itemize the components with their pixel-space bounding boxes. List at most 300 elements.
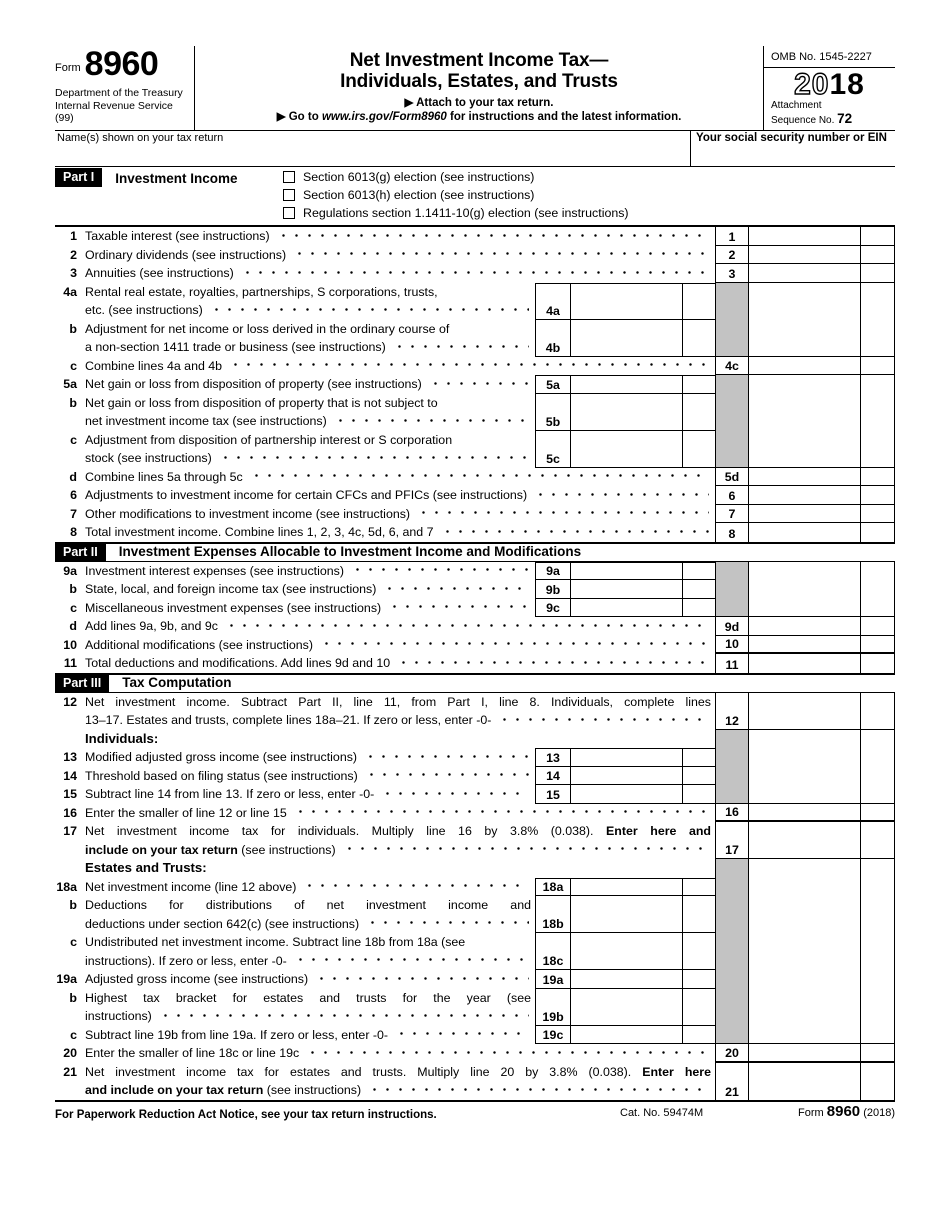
label-line [85,654,711,673]
inner-box-number: 9b [535,580,570,599]
dot-leader [366,915,529,934]
blank-cell [860,767,895,786]
line-row-18b [55,896,895,933]
line-3-cents-field[interactable] [860,264,895,283]
label-text: deductions under section 642(c) (see instructions) [85,916,360,931]
blank-cell [860,1026,895,1045]
label-text: Net investment income. Subtract Part II, line 11, from Part I, line 8. Individuals, complete lines [85,694,711,709]
label-text: Threshold based on filing status (see instructions) [85,768,358,783]
line-box-number: 10 [715,636,748,655]
line-13-cents-field[interactable] [682,748,715,767]
label-line [85,468,711,487]
label-text-wrap [85,654,390,673]
label-line [85,338,531,357]
line-label-6 [77,486,715,505]
goto-note [195,110,763,124]
label-text: Rental real estate, royalties, partnerships, S corporations, trusts, [85,284,438,299]
label-line [85,486,711,505]
dot-leader [534,486,709,505]
footer-form-id [798,1103,895,1120]
dot-leader [229,357,709,376]
line-5b-cents-field[interactable] [682,394,715,431]
sequence-label: Sequence No. [771,115,838,126]
line-row-4a [55,283,895,320]
line-row-7 [55,505,895,524]
goto-post: for instructions and the latest information. [446,111,682,123]
line-number: 16 [63,805,77,820]
line-19b-cents-field[interactable] [682,989,715,1026]
label-text: instructions) [85,1009,152,1023]
label-line [85,804,711,823]
label-line [85,301,531,320]
line-9a-amount-field[interactable] [570,562,682,581]
paperwork-notice: For Paperwork Reduction Act Notice, see your tax return instructions. [55,1108,437,1121]
label-line [85,989,531,1008]
line-5d-amount-field[interactable] [748,468,860,487]
line-20-amount-field[interactable] [748,1044,860,1063]
line-9c-amount-field[interactable] [570,599,682,618]
blank-cell [748,767,860,786]
line-9b-amount-field[interactable] [570,580,682,599]
line-9a-cents-field[interactable] [682,562,715,581]
line-15-cents-field[interactable] [682,785,715,804]
label-text-wrap [85,449,212,468]
label-text-wrap [85,580,376,599]
line-box-number: 21 [715,1063,748,1100]
line-8-amount-field[interactable] [748,523,860,542]
shaded-cell [715,562,748,581]
line-box-number: 7 [715,505,748,524]
label-text: Other modifications to investment income (see instructions) [85,506,411,521]
department-line1: Department of the Treasury [55,87,183,99]
part-i-title: Investment Income [115,171,238,186]
dot-leader [315,970,529,989]
label-text: Additional modifications (see instructions) [85,637,313,652]
line-number: 18a [56,879,77,894]
line-1-amount-field[interactable] [748,227,860,246]
label-text: 13–17. Estates and trusts, complete lines 18a–21. If zero or less, enter -0- [85,713,492,727]
section-6013h-checkbox[interactable] [283,189,295,201]
section-6013g-checkbox[interactable] [283,171,295,183]
dot-leader [320,636,709,655]
heading-label-estates-trusts-heading: Estates and Trusts: [85,860,207,875]
line-19b-amount-field[interactable] [570,989,682,1026]
shaded-cell [715,785,748,804]
label-line [85,1007,531,1026]
line-9d-amount-field[interactable] [748,617,860,636]
line-row-9a [55,562,895,581]
label-text: Miscellaneous investment expenses (see instructions) [85,600,382,615]
label-line [85,933,531,952]
line-17-cents-field[interactable] [860,822,895,859]
dot-leader [294,952,529,971]
line-4c-cents-field[interactable] [860,357,895,376]
label-text-wrap [85,841,336,860]
attach-note: ▶ Attach to your tax return. [404,97,554,109]
line-7-cents-field[interactable] [860,505,895,524]
dot-leader [219,449,529,468]
label-text-wrap [85,1081,361,1100]
form-number: 8960 [84,45,159,83]
line-5c-amount-field[interactable] [570,431,682,468]
line-4b-cents-field[interactable] [682,320,715,357]
line-9d-cents-field[interactable] [860,617,895,636]
label-line [85,1026,531,1045]
shaded-cell [715,748,748,767]
line-19c-cents-field[interactable] [682,1026,715,1045]
line-6-cents-field[interactable] [860,486,895,505]
election-row-section-6013g [283,168,895,186]
line-14-amount-field[interactable] [570,767,682,786]
line-5a-cents-field[interactable] [682,375,715,394]
blank-cell [860,748,895,767]
blank-cell [748,730,860,749]
line-number: c [70,1027,77,1042]
part-header-part-iii [55,673,895,693]
label-text: Adjustment for net income or loss derived in the ordinary course of [85,321,450,336]
line-4c-amount-field[interactable] [748,357,860,376]
label-text-wrap [85,1007,152,1026]
inner-box-number: 5a [535,375,570,394]
line-box-number: 4c [715,357,748,376]
line-19a-amount-field[interactable] [570,970,682,989]
blank-cell [860,878,895,897]
shaded-cell [715,375,748,394]
footer-form-year: (2018) [863,1106,895,1119]
line-15-amount-field[interactable] [570,785,682,804]
shaded-cell [715,896,748,933]
line-row-2 [55,246,895,265]
dot-leader [241,264,709,283]
line-18b-cents-field[interactable] [682,896,715,933]
line-label-7 [77,505,715,524]
blank-cell [748,394,860,431]
line-14-cents-field[interactable] [682,767,715,786]
line-17-amount-field[interactable] [748,822,860,859]
election-row-section-6013h [283,186,895,204]
line-row-11 [55,654,895,673]
line-9c-cents-field[interactable] [682,599,715,618]
label-line [85,767,531,786]
label-line [85,915,531,934]
label-text-wrap [85,246,286,265]
heading-row-individuals-heading [55,730,895,749]
line-row-6 [55,486,895,505]
shaded-cell [715,878,748,897]
blank-cell [748,283,860,320]
line-5a-amount-field[interactable] [570,375,682,394]
blank-cell [748,896,860,933]
line-21-cents-field[interactable] [860,1063,895,1100]
blank-cell [860,785,895,804]
line-21-amount-field[interactable] [748,1063,860,1100]
blank-cell [860,320,895,357]
line-label-9b [77,580,535,599]
line-18c-amount-field[interactable] [570,933,682,970]
label-text: Net investment income (line 12 above) [85,879,297,894]
form-title-line1: Net Investment Income Tax— [349,50,609,71]
ssn-cell[interactable] [690,131,895,166]
label-text: Enter here and [606,824,711,838]
line-row-17 [55,822,895,859]
line-18c-cents-field[interactable] [682,933,715,970]
label-text: Net investment income tax for estates and trusts. Multiply line 20 by 3.8% (0.038). [85,1064,643,1079]
label-text: etc. (see instructions) [85,303,203,317]
line-row-4b [55,320,895,357]
line-row-18a [55,878,895,897]
shaded-cell [715,283,748,320]
line-row-19a [55,970,895,989]
blank-cell [860,896,895,933]
line-9b-cents-field[interactable] [682,580,715,599]
label-line [85,896,531,915]
blank-cell [860,283,895,320]
line-10-cents-field[interactable] [860,636,895,655]
line-8-cents-field[interactable] [860,523,895,542]
omb-year-block [763,46,895,130]
label-text: Combine lines 5a through 5c [85,469,243,484]
inner-box-number: 19a [535,970,570,989]
label-text: Net investment income tax for individuals. Multiply line 16 by 3.8% (0.038). [85,824,607,838]
line-20-cents-field[interactable] [860,1044,895,1063]
line-number: 3 [70,266,77,280]
label-text-wrap [85,357,222,376]
line-label-21 [77,1063,715,1100]
inner-box-number: 18a [535,878,570,897]
label-line [85,693,711,712]
line-row-10 [55,636,895,655]
line-18a-cents-field[interactable] [682,878,715,897]
line-label-9a [77,562,535,581]
dot-leader [210,301,529,320]
shaded-cell [715,580,748,599]
line-12-amount-field[interactable] [748,693,860,730]
line-1-cents-field[interactable] [860,227,895,246]
line-number: c [70,432,77,447]
line-10-amount-field[interactable] [748,636,860,655]
line-label-5b [77,394,535,431]
line-box-number: 9d [715,617,748,636]
label-text-wrap [85,562,344,581]
dot-leader [364,748,529,767]
label-line [85,412,531,431]
line-row-9c [55,599,895,618]
label-text: Adjustments to investment income for certain CFCs and PFICs (see instructions) [85,488,528,502]
tax-year [764,69,895,100]
line-label-5d [77,468,715,487]
form-footer [55,1100,895,1122]
blank-cell [748,785,860,804]
inner-box-number: 9a [535,562,570,581]
label-line [85,505,711,524]
line-number: c [70,935,77,949]
dot-leader [293,246,709,265]
line-3-amount-field[interactable] [748,264,860,283]
line-number: 15 [63,787,77,801]
dot-leader [306,1044,709,1063]
part-i-header [55,167,895,227]
blank-cell [748,859,860,878]
label-text-wrap [85,264,234,283]
label-text-wrap [85,1026,388,1045]
dot-leader [250,468,709,487]
line-19a-cents-field[interactable] [682,970,715,989]
label-text-wrap [85,878,296,897]
line-18b-amount-field[interactable] [570,896,682,933]
sequence-value: 72 [837,111,853,126]
label-line [85,599,531,618]
label-text: Modified adjusted gross income (see instructions) [85,750,358,764]
part-title-part-ii: Investment Expenses Allocable to Investment Income and Modifications [118,544,582,559]
line-number: b [69,395,77,410]
blank-cell [748,989,860,1026]
label-text: Deductions for distributions of net investment income and [85,898,531,912]
blank-cell [860,970,895,989]
sequence-number [764,111,895,126]
line-row-1 [55,227,895,246]
line-12-cents-field[interactable] [860,693,895,730]
line-4a-cents-field[interactable] [682,283,715,320]
line-11-cents-field[interactable] [860,654,895,673]
line-box-number: 3 [715,264,748,283]
line-row-9b [55,580,895,599]
ssn-input[interactable] [696,144,890,162]
line-row-9d [55,617,895,636]
line-row-19b [55,989,895,1026]
label-line [85,431,531,450]
line-row-12 [55,693,895,730]
blank-cell [748,878,860,897]
part-title-part-iii: Tax Computation [122,675,232,690]
label-text: instructions). If zero or less, enter -0- [85,953,287,968]
dot-leader [351,562,529,581]
line-5c-cents-field[interactable] [682,431,715,468]
line-label-19c [77,1026,535,1045]
line-number: 8 [70,525,77,539]
goto-url-link[interactable]: www.irs.gov/Form8960 [321,111,447,123]
label-line [85,523,711,542]
label-text-wrap [85,227,270,246]
shaded-cell [715,599,748,618]
line-row-13 [55,748,895,767]
form-lines [55,227,895,1100]
label-text-wrap [85,767,358,786]
line-13-amount-field[interactable] [570,748,682,767]
line-5b-amount-field[interactable] [570,394,682,431]
shaded-cell [715,933,748,970]
line-row-14 [55,767,895,786]
dot-leader [343,841,709,860]
label-line [85,841,711,860]
label-text: Adjustment from disposition of partnership interest or S corporation [85,432,453,447]
line-box-number: 5d [715,468,748,487]
line-7-amount-field[interactable] [748,505,860,524]
label-text-wrap [85,599,381,618]
name-input[interactable] [57,144,688,162]
label-text-wrap [85,804,287,823]
line-label-10 [77,636,715,655]
line-number: 17 [63,824,77,838]
label-text-wrap [85,636,313,655]
line-row-18c [55,933,895,970]
line-row-5c [55,431,895,468]
label-line [85,1063,711,1082]
line-box-number: 6 [715,486,748,505]
line-box-number: 17 [715,822,748,859]
line-11-amount-field[interactable] [748,654,860,673]
label-text: (see instructions) [263,1083,362,1097]
label-line [85,822,711,841]
line-2-cents-field[interactable] [860,246,895,265]
line-number [55,730,77,749]
label-text-wrap [85,486,527,505]
shaded-cell [715,970,748,989]
label-line [85,394,531,413]
line-label-19b [77,989,535,1026]
line-4b-amount-field[interactable] [570,320,682,357]
line-5d-cents-field[interactable] [860,468,895,487]
blank-cell [860,375,895,394]
label-text-wrap [85,301,203,320]
shaded-cell [715,859,748,878]
line-18a-amount-field[interactable] [570,878,682,897]
line-16-cents-field[interactable] [860,804,895,823]
label-text: Annuities (see instructions) [85,266,234,280]
blank-cell [860,599,895,618]
blank-cell [748,748,860,767]
label-line [85,1044,711,1063]
label-text-wrap [85,748,357,767]
form-number-block [55,46,195,130]
line-label-4a [77,283,535,320]
line-box-number: 1 [715,227,748,246]
label-text: State, local, and foreign income tax (see instructions) [85,582,377,596]
label-text: include on your tax return [85,842,238,857]
blank-cell [748,375,860,394]
dot-leader [383,580,529,599]
line-19c-amount-field[interactable] [570,1026,682,1045]
line-label-12 [77,693,715,730]
label-text: Net gain or loss from disposition of property (see instructions) [85,377,422,391]
line-4a-amount-field[interactable] [570,283,682,320]
shaded-cell [715,320,748,357]
regulations-1411-10g-checkbox[interactable] [283,207,295,219]
dot-leader [381,785,529,804]
blank-cell [748,562,860,581]
name-label: Name(s) shown on your tax return [57,132,224,144]
label-line [85,1081,711,1100]
line-number: 14 [63,768,77,783]
name-cell[interactable] [55,131,690,166]
blank-cell [748,580,860,599]
blank-cell [748,599,860,618]
line-number: 19a [56,972,77,986]
line-2-amount-field[interactable] [748,246,860,265]
dot-leader [498,711,709,730]
dot-leader [388,599,529,618]
dot-leader [395,1026,529,1045]
label-text-wrap [85,523,434,542]
line-6-amount-field[interactable] [748,486,860,505]
line-number: 4a [63,284,77,299]
line-16-amount-field[interactable] [748,804,860,823]
line-number: 5a [63,377,77,391]
heading-row-estates-trusts-heading [55,859,895,878]
part-chip-part-ii: Part II [55,544,106,561]
blank-cell [860,394,895,431]
dot-leader [429,375,529,394]
regulations-1411-10g-label: Regulations section 1.1411-10(g) election (see instructions) [303,206,629,220]
